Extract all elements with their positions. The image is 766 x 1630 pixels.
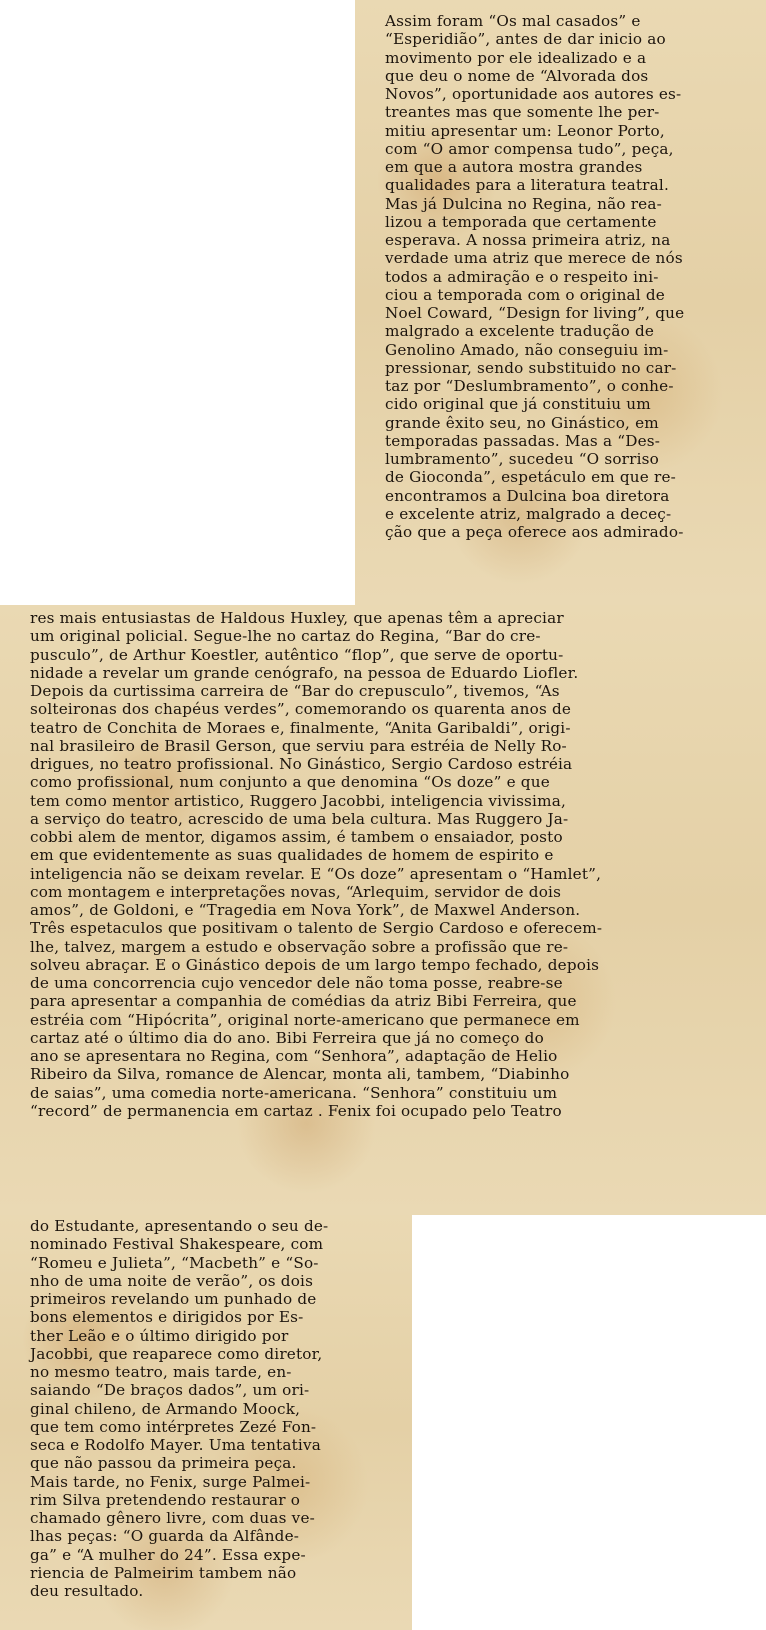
- clipping-bottom-column: [0, 1215, 412, 1630]
- clipping-top-column: [355, 0, 766, 605]
- clipping-middle-wide: [0, 605, 766, 1215]
- article-text-middle: res mais entusiastas de Haldous Huxley, que apenas têm a apreciar um original policial. Segue-lhe no cartaz do Regina, “Bar do cre- pusculo”, de Arthur Koestler, autêntico “flop”, que serve de oportu- nidade a revelar um grande cenógrafo, na pessoa de Eduardo Liofler. Depois da curtissima carreira de “Bar do crepusculo”, tivemos, “As solteironas dos chapéus verdes”, comemorando os quarenta anos de teatro de Conchita de Moraes e, finalmente, “Anita Garibaldi”, origi- nal brasileiro de Brasil Gerson, que serviu para estréia de Nelly Ro- drigues, no teatro profissional. No Ginástico, Sergio Cardoso estréia como profissional, num conjunto a que denomina “Os doze” e que tem como mentor artistico, Ruggero Jacobbi, inteligencia vivissima, a serviço do teatro, acrescido de uma bela cultura. Mas Ruggero Ja- cobbi alem de mentor, digamos assim, é tambem o ensaiador, posto em que evidentemente as suas qualidades de homem de espirito e inteligencia não se deixam revelar. E “Os doze” apresentam o “Hamlet”, com montagem e interpretações novas, “Arlequim, servidor de dois amos”, de Goldoni, e “Tragedia em Nova York”, de Maxwel Anderson. Três espetaculos que positivam o talento de Sergio Cardoso e oferecem- lhe, talvez, margem a estudo e observação sobre a profissão que re- solveu abraçar. E o Ginástico depois de um largo tempo fechado, depois de uma concorrencia cujo vencedor dele não toma posse, reabre-se para apresentar a companhia de comédias da atriz Bibi Ferreira, que estréia com “Hipócrita”, original norte-americano que permanece em cartaz até o último dia do ano. Bibi Ferreira que já no começo do ano se apresentara no Regina, com “Senhora”, adaptação de Helio Ribeiro da Silva, romance de Alencar, monta ali, tambem, “Diabinho de saias”, uma comedia norte-americana. “Senhora” constituiu um “record” de permanencia em cartaz . Fenix foi ocupado pelo Teatro: [30, 609, 603, 1120]
- article-text-top: Assim foram “Os mal casados” e “Esperidião”, antes de dar inicio ao movimento por ele idealizado e a que deu o nome de “Alvorada dos Novos”, oportunidade aos autores es- treantes mas que somente lhe per- mitiu apresentar um: Leonor Porto, com “O amor compensa tudo”, peça, em que a autora mostra grandes qualidades para a literatura teatral. Mas já Dulcina no Regina, não rea- lizou a temporada que certamente esperava. A nossa primeira atriz, na verdade uma atriz que merece de nós todos a admiração e o respeito ini- ciou a temporada com o original de Noel Coward, “Design for living”, que malgrado a excelente tradução de Genolino Amado, não conseguiu im- pressionar, sendo substituido no car- taz por “Deslumbramento”, o conhe- cido original que já constituiu um grande êxito seu, no Ginástico, em temporadas passadas. Mas a “Des- lumbramento”, sucedeu “O sorriso de Gioconda”, espetáculo em que re- encontramos a Dulcina boa diretora e excelente atriz, malgrado a deceç- ção que a peça oferece aos admirado-: [385, 12, 685, 541]
- article-text-bottom: do Estudante, apresentando o seu de- nominado Festival Shakespeare, com “Romeu e Julieta”, “Macbeth” e “So- nho de uma noite de verão”, os dois primeiros revelando um punhado de bons elementos e dirigidos por Es- ther Leão e o último dirigido por Jacobbi, que reaparece como diretor, no mesmo teatro, mais tarde, en- saiando “De braços dados”, um ori- ginal chileno, de Armando Moock, que tem como intérpretes Zezé Fon- seca e Rodolfo Mayer. Uma tentativa que não passou da primeira peça. Mais tarde, no Fenix, surge Palmei- rim Silva pretendendo restaurar o chamado gênero livre, com duas ve- lhas peças: “O guarda da Alfânde- ga” e “A mulher do 24”. Essa expe- riencia de Palmeirim tambem não deu resultado.: [30, 1217, 329, 1600]
